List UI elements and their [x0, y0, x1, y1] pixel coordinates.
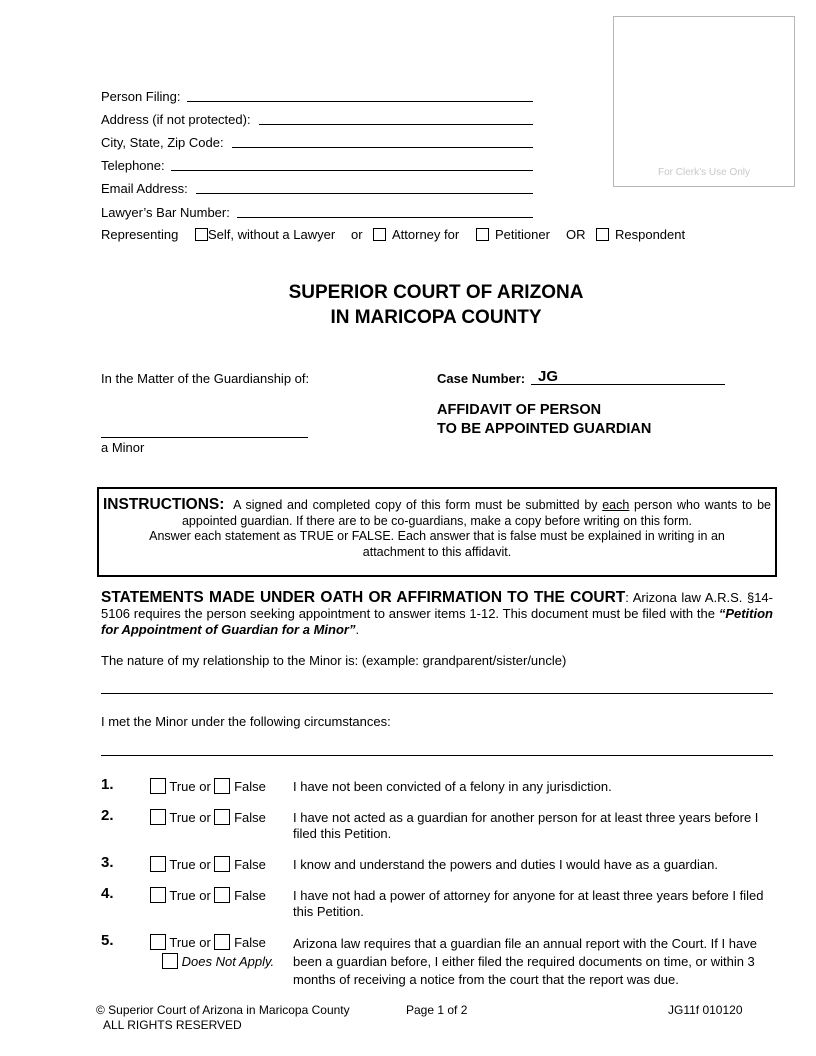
relationship-prompt: The nature of my relationship to the Minor is: (example: grandparent/sister/uncle) — [101, 653, 567, 668]
respondent-label: Respondent — [615, 227, 686, 242]
petitioner-checkbox[interactable] — [476, 228, 489, 241]
address-field[interactable] — [259, 124, 533, 125]
item-statement: I have not acted as a guardian for another person for at least three years before I filed this Petition. — [293, 810, 759, 841]
false-checkbox[interactable] — [214, 887, 230, 903]
false-checkbox[interactable] — [214, 934, 230, 950]
case-number-prefix: JG — [538, 368, 559, 385]
met-circumstances-field[interactable] — [101, 755, 773, 756]
true-checkbox[interactable] — [150, 809, 166, 825]
or-text-2: OR — [566, 227, 586, 242]
bar-number-field[interactable] — [237, 217, 533, 218]
true-label: True or — [169, 935, 211, 950]
email-field[interactable] — [196, 193, 533, 194]
instructions-text-3: Answer each statement as TRUE or FALSE. Each answer that is false must be explained in writing in an attachment to this affidavit. — [149, 529, 725, 559]
city-state-zip-label: City, State, Zip Code: — [101, 135, 224, 150]
city-state-zip-field[interactable] — [232, 147, 533, 148]
item-number: 2. — [101, 807, 114, 824]
item-statement: I know and understand the powers and duties I would have as a guardian. — [293, 857, 718, 872]
self-checkbox[interactable] — [195, 228, 208, 241]
statements-text: : Arizona law A.R.S. §14-5106 requires the person seeking appointment to answer items 1-12. This document must be filed with the — [101, 590, 773, 621]
footer-copyright: © Superior Court of Arizona in Maricopa County — [96, 1003, 350, 1017]
instructions-heading: INSTRUCTIONS: — [103, 496, 225, 513]
clerk-use-label: For Clerk’s Use Only — [657, 167, 751, 178]
true-false-choice[interactable] — [150, 856, 266, 872]
bar-number-label: Lawyer’s Bar Number: — [101, 205, 230, 220]
false-label: False — [234, 935, 266, 950]
true-false-choice[interactable] — [150, 934, 266, 950]
true-checkbox[interactable] — [150, 887, 166, 903]
relationship-field[interactable] — [101, 693, 773, 694]
does-not-apply-choice[interactable] — [162, 953, 274, 969]
item-number: 4. — [101, 885, 114, 902]
email-label: Email Address: — [101, 181, 188, 196]
representing-respondent-option[interactable] — [596, 227, 685, 242]
respondent-checkbox[interactable] — [596, 228, 609, 241]
true-label: True or — [169, 779, 211, 794]
true-false-choice[interactable] — [150, 887, 266, 903]
statements-period: . — [355, 622, 360, 637]
false-label: False — [234, 810, 266, 825]
true-checkbox[interactable] — [150, 856, 166, 872]
attorney-checkbox[interactable] — [373, 228, 386, 241]
true-label: True or — [169, 888, 211, 903]
footer-rights: ALL RIGHTS RESERVED — [103, 1018, 242, 1032]
item-number: 1. — [101, 776, 114, 793]
false-checkbox[interactable] — [214, 809, 230, 825]
true-checkbox[interactable] — [150, 778, 166, 794]
telephone-label: Telephone: — [101, 158, 165, 173]
document-title-line2: TO BE APPOINTED GUARDIAN — [437, 421, 652, 437]
instructions-text-2: person who wants to be appointed guardian. If there are to be co-guardians, make a copy before writing on this form. — [181, 498, 771, 528]
or-text: or — [351, 227, 363, 242]
item-statement: Arizona law requires that a guardian file an annual report with the Court. If I have been a guardian before, I either filed the required documents on time, or within 3 months of receiving a notice from the court that the report was due. — [293, 936, 757, 987]
true-false-choice[interactable] — [150, 778, 266, 794]
false-label: False — [234, 857, 266, 872]
petitioner-label: Petitioner — [495, 227, 550, 242]
instructions-each: each — [602, 498, 630, 512]
does-not-apply-label: Does Not Apply. — [181, 954, 275, 969]
representing-petitioner-option[interactable] — [476, 227, 550, 242]
self-label: Self, without a Lawyer — [208, 227, 336, 242]
representing-attorney-option[interactable] — [373, 227, 459, 242]
instructions-box — [97, 487, 777, 577]
instructions-paragraph — [103, 497, 771, 529]
false-checkbox[interactable] — [214, 778, 230, 794]
court-title-line1: SUPERIOR COURT OF ARIZONA — [288, 282, 584, 303]
instructions-text-1: A signed and completed copy of this form must be submitted by — [233, 498, 598, 512]
representing-self-option[interactable] — [195, 227, 335, 242]
matter-of-label: In the Matter of the Guardianship of: — [101, 371, 310, 386]
footer-page-number: Page 1 of 2 — [406, 1003, 468, 1017]
petition-title: “Petition for Appointment of Guardian for a Minor” — [101, 606, 773, 637]
person-filing-label: Person Filing: — [101, 89, 181, 104]
person-filing-field[interactable] — [187, 101, 533, 102]
true-label: True or — [169, 810, 211, 825]
footer-form-code: JG11f 010120 — [668, 1003, 743, 1017]
item-number: 3. — [101, 854, 114, 871]
document-title-line1: AFFIDAVIT OF PERSON — [437, 402, 602, 418]
clerk-use-box — [613, 16, 795, 187]
true-false-choice[interactable] — [150, 809, 266, 825]
statements-intro — [101, 590, 773, 638]
met-circumstances-prompt: I met the Minor under the following circumstances: — [101, 714, 391, 729]
does-not-apply-checkbox[interactable] — [162, 953, 178, 969]
telephone-field[interactable] — [171, 170, 533, 171]
court-title-line2: IN MARICOPA COUNTY — [330, 307, 542, 328]
item-statement: I have not been convicted of a felony in any jurisdiction. — [293, 779, 612, 794]
false-label: False — [234, 779, 266, 794]
case-number-label: Case Number: — [437, 371, 526, 386]
minor-label: a Minor — [101, 440, 145, 455]
attorney-label: Attorney for — [392, 227, 460, 242]
minor-name-field[interactable] — [101, 437, 308, 438]
false-checkbox[interactable] — [214, 856, 230, 872]
item-statement: I have not had a power of attorney for anyone for at least three years before I filed this Petition. — [293, 888, 764, 919]
statements-heading: STATEMENTS MADE UNDER OATH OR AFFIRMATION TO THE COURT — [101, 589, 626, 606]
false-label: False — [234, 888, 266, 903]
item-number: 5. — [101, 932, 114, 949]
true-label: True or — [169, 857, 211, 872]
address-label: Address (if not protected): — [101, 112, 251, 127]
true-checkbox[interactable] — [150, 934, 166, 950]
representing-label: Representing — [101, 227, 179, 242]
case-number-field[interactable] — [531, 384, 725, 385]
